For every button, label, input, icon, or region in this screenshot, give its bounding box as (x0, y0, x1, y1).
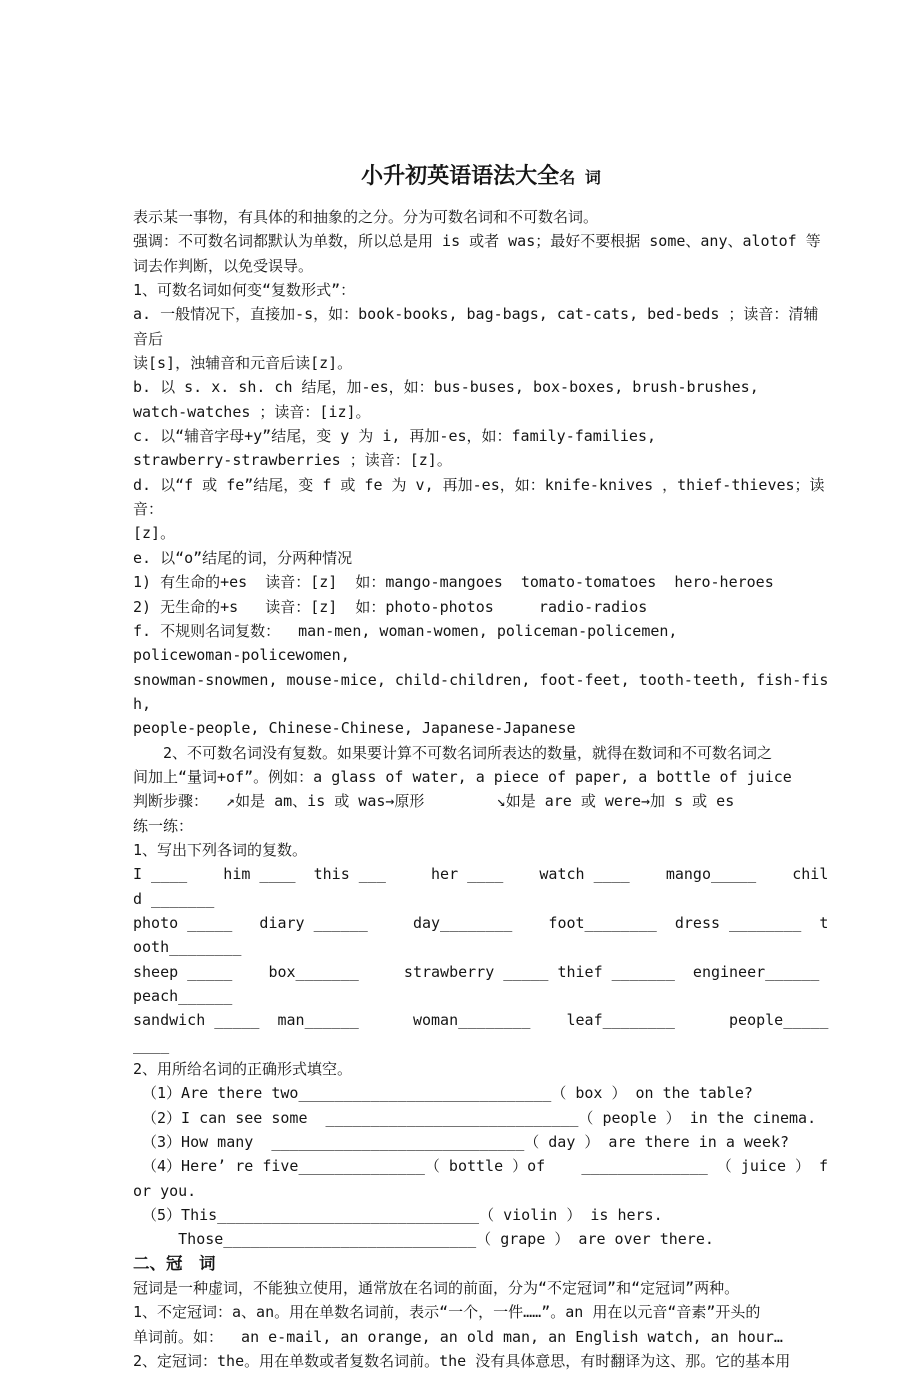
doc-line: 冠词是一种虚词，不能独立使用，通常放在名词的前面，分为“不定冠词”和“定冠词”两种。 (133, 1279, 740, 1298)
doc-line: watch-watches ；读音：[iz]。 (133, 402, 371, 421)
doc-line: 强调：不可数名词都默认为单数，所以总是用 is 或者 was；最好不要根据 some、any、alotof 等 (133, 232, 821, 251)
document-content (133, 162, 838, 1374)
doc-line: 2、用所给名词的正确形式填空。 (133, 1060, 353, 1079)
page-title-sub: 名 词 (559, 168, 601, 187)
doc-line: 间加上“量词+of”。例如：a glass of water, a piece of paper, a bottle of juice (133, 767, 792, 786)
doc-line: e. 以“o”结尾的词，分两种情况 (133, 548, 353, 567)
doc-line: 练一练： (133, 816, 194, 835)
doc-line: 1、不定冠词：a、an。用在单数名词前，表示“一个，一件……”。an 用在以元音“音素”开头的 (133, 1303, 761, 1322)
doc-line-fill-blank: （3）How many ____________________________（ day ） are there in a week? (133, 1133, 790, 1152)
doc-line: d. 以“f 或 fe”结尾，变 f 或 fe 为 v, 再加-es，如：knife-knives ，thief-thieves；读音： (133, 475, 825, 519)
page-title (133, 162, 829, 205)
doc-line: 判断步骤： ↗如是 am、is 或 was→原形 ↘如是 are 或 were→加 s 或 es (133, 792, 735, 811)
doc-line-fill-blank: （4）Here’ re five______________（ bottle ）of ______________ （ juice ） for you. (133, 1157, 829, 1200)
doc-line: 读[s]，浊辅音和元音后读[z]。 (133, 354, 353, 373)
doc-line: c. 以“辅音字母+y”结尾，变 y 为 i, 再加-es，如：family-families, (133, 427, 657, 446)
doc-line-practice-row: sheep _____ box_______ strawberry _____ thief _______ engineer______ peach______ (133, 962, 838, 1005)
doc-line-fill-blank: （5）This_____________________________（ violin ） is hers. (133, 1206, 663, 1225)
doc-line: [z]。 (133, 524, 176, 543)
doc-line: people-people, Chinese-Chinese, Japanese-Japanese (133, 719, 576, 738)
doc-line: policewoman-policewomen, (133, 646, 350, 665)
doc-line: 2、不可数名词没有复数。如果要计算不可数名词所表达的数量，就得在数词和不可数名词之 (133, 743, 773, 762)
doc-line: snowman-snowmen, mouse-mice, child-children, foot-feet, tooth-teeth, fish-fish, (133, 670, 829, 713)
doc-line: 2) 无生命的+s 读音：[z] 如：photo-photos radio-radios (133, 597, 648, 616)
doc-line-practice-row: I ____ him ____ this ___ her ____ watch ____ mango_____ child _______ (133, 865, 829, 908)
doc-line: 词去作判断，以免受误导。 (133, 256, 314, 275)
doc-line: b. 以 s. x. sh. ch 结尾，加-es，如：bus-buses, box-boxes, brush-brushes, (133, 378, 759, 397)
doc-line: strawberry-strawberries ；读音：[z]。 (133, 451, 452, 470)
doc-line: 表示某一事物，有具体的和抽象的之分。分为可数名词和不可数名词。 (133, 208, 599, 226)
doc-line-practice-row: photo _____ diary ______ day________ foot________ dress ________ tooth________ (133, 913, 829, 957)
doc-line: 单词前。如： an e-mail, an orange, an old man, an English watch, an hour… (133, 1327, 783, 1346)
doc-line-fill-blank: Those____________________________（ grape ） are over there. (133, 1230, 714, 1249)
doc-line: 1、可数名词如何变“复数形式”： (133, 281, 356, 300)
doc-line: 1) 有生命的+es 读音：[z] 如：mango-mangoes tomato-tomatoes hero-heroes (133, 573, 774, 592)
doc-line-fill-blank: （1）Are there two____________________________（ box ） on the table? (133, 1084, 753, 1103)
page-title-main: 小升初英语语法大全 (361, 164, 560, 189)
doc-line-fill-blank: （2）I can see some ____________________________（ people ） in the cinema. (133, 1108, 817, 1127)
section-heading-articles: 二、冠 词 (133, 1253, 216, 1273)
doc-line: 2、定冠词：the。用在单数或者复数名词前。the 没有具体意思，有时翻译为这、那。它的基本用 (133, 1352, 791, 1371)
doc-line: a. 一般情况下，直接加-s，如：book-books, bag-bags, cat-cats, bed-beds ；读音：清辅音后 (133, 305, 819, 348)
doc-line: 1、写出下列各词的复数。 (133, 840, 308, 859)
doc-line: f. 不规则名词复数： man-men, woman-women, policeman-policemen, (133, 621, 678, 640)
doc-line-practice-row: sandwich _____ man______ woman________ leaf________ people_________ (133, 1011, 829, 1054)
